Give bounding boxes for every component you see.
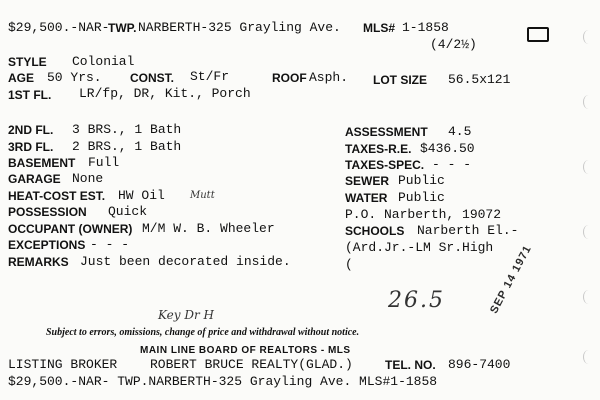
- occupant-label: OCCUPANT (OWNER): [8, 222, 133, 236]
- age-label: AGE: [8, 71, 35, 85]
- age-value: 50 Yrs.: [47, 70, 102, 85]
- tel-label: TEL. NO.: [385, 358, 436, 372]
- basement-label: BASEMENT: [8, 156, 76, 170]
- disclaimer: Subject to errors, omissions, change of price and withdrawal without notice.: [46, 327, 360, 338]
- rooms: (4/2½): [430, 37, 477, 52]
- key-note: Key Dr H: [158, 308, 214, 322]
- bottom-repeat-line: $29,500.-NAR- TWP.NARBERTH-325 Grayling Ave. MLS#1-1858: [8, 374, 438, 389]
- garage-label: GARAGE: [8, 172, 61, 186]
- assessment-value: 4.5: [448, 124, 472, 139]
- card-hole: [583, 350, 594, 364]
- heat-value: HW Oil: [118, 188, 165, 203]
- heat-label: HEAT-COST EST.: [8, 189, 106, 203]
- board-name: MAIN LINE BOARD OF REALTORS - MLS: [140, 345, 351, 356]
- card-hole: [583, 30, 594, 44]
- remarks-value: Just been decorated inside.: [80, 254, 291, 269]
- twp-label: TWP.: [108, 21, 137, 35]
- second-floor-value: 3 BRS., 1 Bath: [72, 122, 182, 137]
- third-floor-label: 3RD FL.: [8, 140, 54, 154]
- assessment-label: ASSESSMENT: [345, 125, 428, 139]
- water-value: Public: [398, 190, 445, 205]
- schools-value: Narberth El.-: [417, 223, 519, 238]
- style-label: STYLE: [8, 55, 47, 69]
- third-floor-value: 2 BRS., 1 Bath: [72, 139, 182, 154]
- lot-size-label: LOT SIZE: [373, 73, 427, 87]
- card-hole: [583, 160, 594, 174]
- schools-value-line3: (: [345, 257, 353, 272]
- checkbox-icon[interactable]: [527, 27, 549, 42]
- const-value: St/Fr: [190, 69, 230, 84]
- style-value: Colonial: [72, 54, 135, 69]
- listing-broker-value: ROBERT BRUCE REALTY(GLAD.): [150, 357, 353, 372]
- schools-label: SCHOOLS: [345, 224, 405, 238]
- taxes-re-value: $436.50: [420, 141, 475, 156]
- listing-broker-label: LISTING BROKER: [8, 357, 118, 372]
- card-hole: [583, 225, 594, 239]
- roof-label: ROOF: [272, 71, 307, 85]
- twp-value: NARBERTH-325 Grayling Ave.: [138, 20, 341, 35]
- schools-value-line2: (Ard.Jr.-LM Sr.High: [345, 240, 494, 255]
- heat-handwritten-note: Mutt: [190, 190, 215, 201]
- sewer-value: Public: [398, 173, 445, 188]
- garage-value: None: [72, 171, 104, 186]
- const-label: CONST.: [130, 71, 175, 85]
- card-hole: [583, 95, 594, 109]
- basement-value: Full: [88, 155, 120, 170]
- taxes-spec-value: - - -: [432, 157, 472, 172]
- water-label: WATER: [345, 191, 388, 205]
- price: $29,500.-NAR-: [8, 20, 110, 35]
- exceptions-label: EXCEPTIONS: [8, 238, 86, 252]
- mls-label: MLS#: [363, 21, 396, 35]
- roof-value: Asph.: [309, 70, 349, 85]
- possession-label: POSSESSION: [8, 205, 87, 219]
- date-stamp: SEP 14 1971: [488, 243, 535, 316]
- first-floor-value: LR/fp, DR, Kit., Porch: [79, 86, 251, 101]
- taxes-re-label: TAXES-R.E.: [345, 142, 412, 156]
- lot-size-value: 56.5x121: [448, 72, 511, 87]
- mls-value: 1-1858: [402, 20, 449, 35]
- possession-value: Quick: [108, 204, 148, 219]
- handwritten-price: 26.5: [388, 288, 445, 313]
- post-office: P.O. Narberth, 19072: [345, 207, 502, 222]
- exceptions-value: - - -: [90, 237, 130, 252]
- taxes-spec-label: TAXES-SPEC.: [345, 158, 425, 172]
- card-hole: [583, 290, 594, 304]
- second-floor-label: 2ND FL.: [8, 123, 54, 137]
- first-floor-label: 1ST FL.: [8, 88, 52, 102]
- sewer-label: SEWER: [345, 174, 390, 188]
- occupant-value: M/M W. B. Wheeler: [142, 221, 275, 236]
- tel-value: 896-7400: [448, 357, 511, 372]
- remarks-label: REMARKS: [8, 255, 69, 269]
